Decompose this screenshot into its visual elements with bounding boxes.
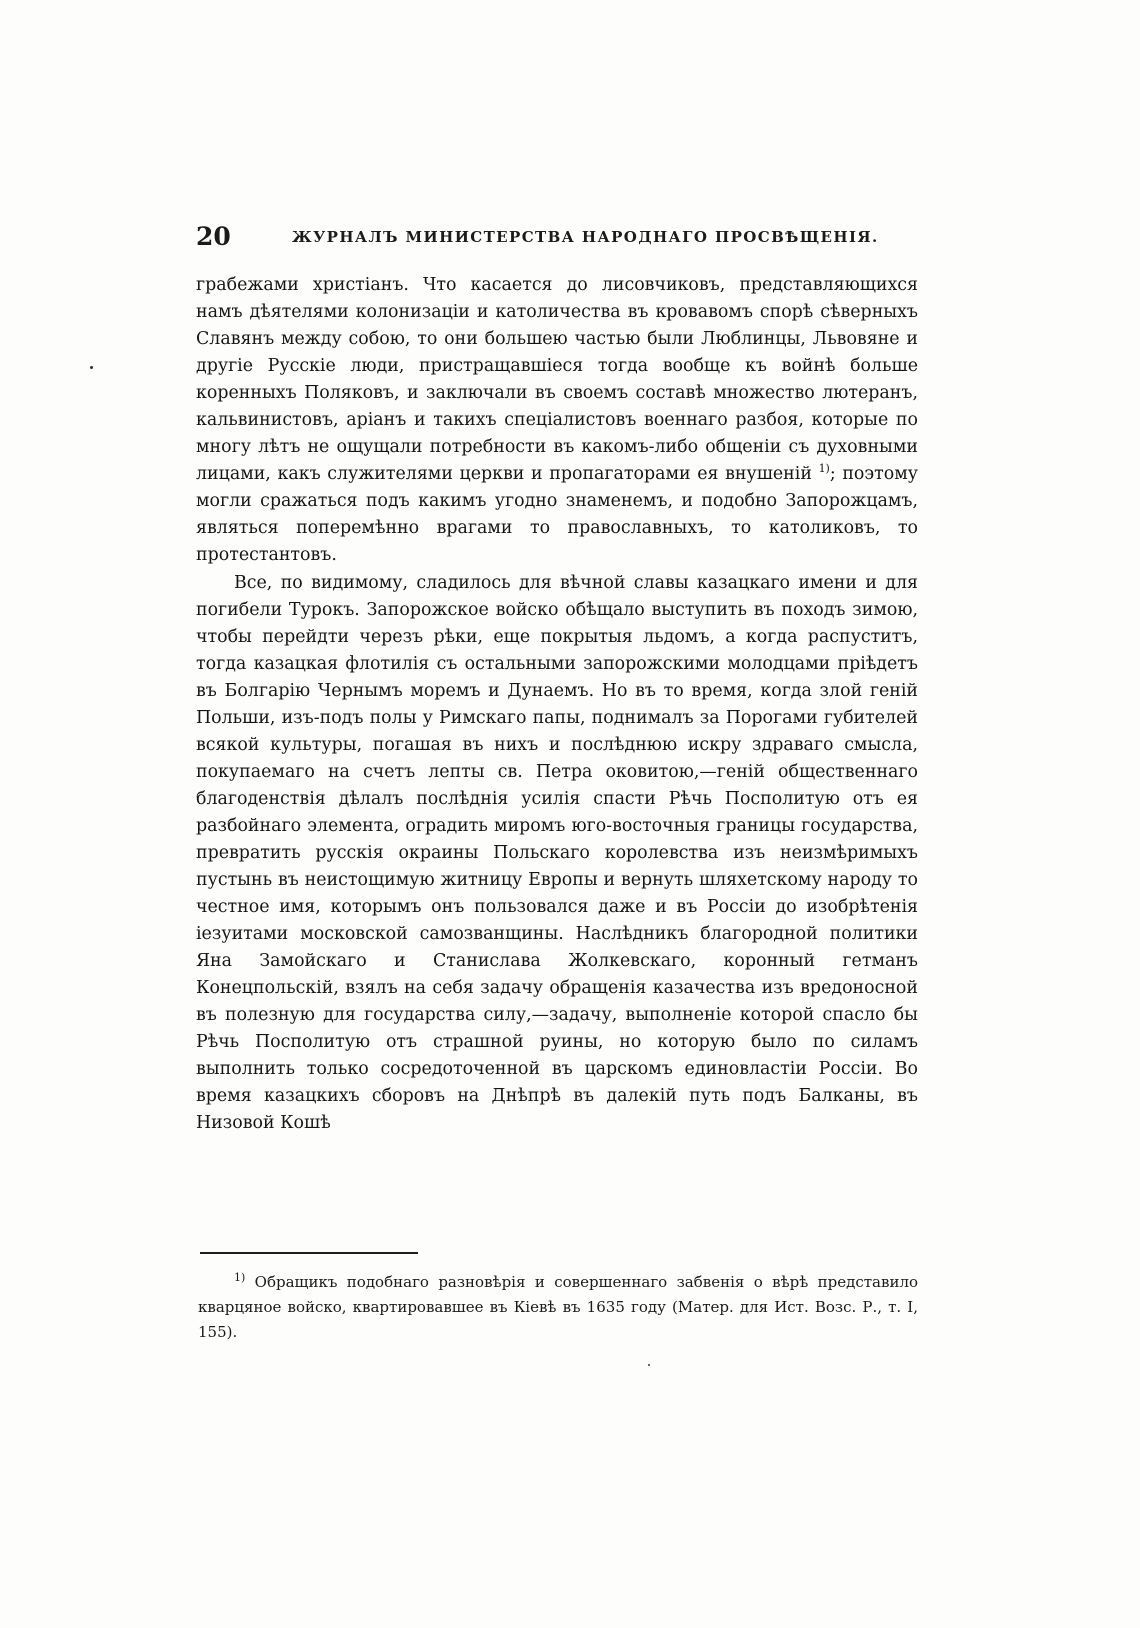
page-number: 20 xyxy=(196,222,231,251)
paragraph-1 xyxy=(196,272,918,570)
footnote-divider xyxy=(200,1252,418,1254)
scan-speck xyxy=(648,1364,650,1366)
footnote xyxy=(198,1270,918,1345)
page-header xyxy=(196,222,916,258)
scan-speck xyxy=(90,366,93,369)
main-text xyxy=(196,272,918,1138)
running-title: ЖУРНАЛЪ МИНИСТЕРСТВА НАРОДНАГО ПРОСВѢЩЕНІЯ. xyxy=(292,228,879,246)
paragraph-2: Все, по видимому, сладилось для вѣчной славы казацкаго имени и для погибели Турокъ. Запорожское войско обѣщало выступить въ походъ зимою, чтобы перейдти черезъ рѣки, еще покрытыя льдомъ, а когда распуститъ, тогда казацкая флотилія съ остальными запорожскими молодцами пріѣдетъ въ Болгарію Чернымъ моремъ и Дунаемъ. Но въ то время, когда злой геній Польши, изъ-подъ полы у Римскаго папы, поднималъ за Порогами губителей всякой культуры, погашая въ нихъ и послѣднюю искру здраваго смысла, покупаемаго на счетъ лепты св. Петра оковитою,—геній общественнаго благоденствія дѣлалъ послѣднія усилія спасти Рѣчь Посполитую отъ ея разбойнаго элемента, оградить миромъ юго-восточныя границы государства, превратить русскія окраины Польскаго королевства изъ неизмѣримыхъ пустынь въ неистощимую житницу Европы и вернуть шляхетскому народу то честное имя, которымъ онъ пользовался даже и въ Россіи до изобрѣтенія іезуитами московской самозванщины. Наслѣдникъ благородной политики Яна Замойскаго и Станислава Жолкевскаго, коронный гетманъ Конецпольскій, взялъ на себя задачу обращенія казачества изъ вредоносной въ полезную для государства силу,—задачу, выполненіе которой спасло бы Рѣчь Посполитую отъ страшной руины, но которую было по силамъ выполнить только сосредоточенной въ царскомъ единовластіи Россіи. Во время казацкихъ сборовъ на Днѣпрѣ въ далекій путь подъ Балканы, въ Низовой Кошѣ xyxy=(196,572,918,1134)
footnote-text: Обращикъ подобнаго разновѣрія и совершеннаго забвенія о вѣрѣ представило кварцяное войско, квартировавшее въ Кіевѣ въ 1635 году (Матер. для Ист. Возс. Р., т. I, 155). xyxy=(198,1273,918,1341)
paragraph-1-text-after: ; поэтому могли сражаться подъ какимъ угодно знаменемъ, и подобно Запорожцамъ, являться поперемѣнно врагами то православныхъ, то католиковъ, то протестантовъ. xyxy=(196,464,918,566)
paragraph-1-text-before: грабежами христіанъ. Что касается до лисовчиковъ, представляющихся намъ дѣятелями колонизаціи и католичества въ кровавомъ спорѣ сѣверныхъ Славянъ между собою, то они большею частью были Люблинцы, Львовяне и другіе Русскіе люди, пристращавшіеся тогда вообще къ войнѣ больше коренныхъ Поляковъ, и заключали въ своемъ составѣ множество лютеранъ, кальвинистовъ, аріанъ и такихъ спеціалистовъ военнаго разбоя, которые по многу лѣтъ не ощущали потребности въ какомъ-либо общеніи съ духовными лицами, какъ служителями церкви и пропагаторами ея внушеній xyxy=(196,275,918,485)
footnote-reference: 1) xyxy=(818,462,830,476)
footnote-marker: 1) xyxy=(234,1271,246,1284)
